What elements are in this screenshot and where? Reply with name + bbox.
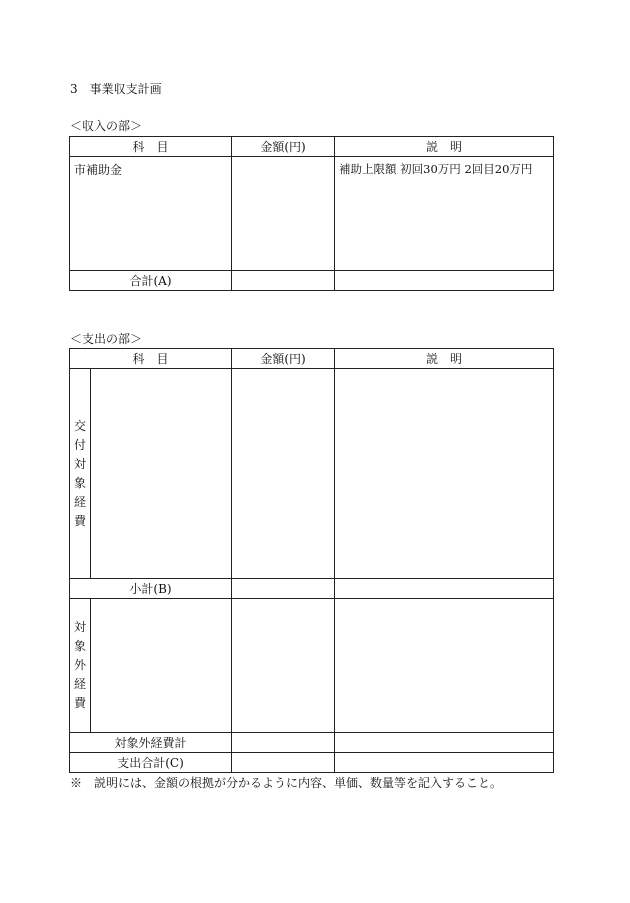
- expense-heading: ＜支出の部＞: [70, 332, 143, 346]
- expense-header-description: 説 明: [335, 349, 554, 369]
- non-target-expense-amount-cell[interactable]: [232, 599, 335, 733]
- grand-total-row: [70, 753, 554, 773]
- income-header-description: 説 明: [335, 137, 554, 157]
- subtotal-description[interactable]: [335, 579, 554, 599]
- expense-header-amount: 金額(円): [232, 349, 335, 369]
- target-expense-description-cell[interactable]: [335, 369, 554, 579]
- subtotal-amount[interactable]: [232, 579, 335, 599]
- income-table: [69, 136, 554, 291]
- income-header-row: [70, 137, 554, 157]
- expense-table: [69, 348, 554, 773]
- income-header-item: 科 目: [70, 137, 232, 157]
- non-target-total-label: 対象外経費計: [70, 733, 232, 753]
- target-expense-amount-cell[interactable]: [232, 369, 335, 579]
- footnote: ※ 説明には、金額の根拠が分かるように内容、単価、数量等を記入すること。: [70, 776, 503, 790]
- income-row-amount[interactable]: [232, 157, 335, 271]
- group-label-target-expenses: 交 付 対 象 経 費: [70, 369, 91, 579]
- table-row: [70, 599, 554, 733]
- grand-total-description[interactable]: [335, 753, 554, 773]
- income-total-description[interactable]: [335, 271, 554, 291]
- section-title: 3 事業収支計画: [70, 82, 162, 96]
- income-row-description[interactable]: 補助上限額 初回30万円 2回目20万円: [335, 157, 554, 271]
- non-target-expense-item-cell[interactable]: [91, 599, 232, 733]
- non-target-total-description[interactable]: [335, 733, 554, 753]
- table-row: [70, 369, 554, 579]
- income-total-label: 合計(A): [70, 271, 232, 291]
- income-header-amount: 金額(円): [232, 137, 335, 157]
- expense-header-row: [70, 349, 554, 369]
- expense-header-item: 科 目: [70, 349, 232, 369]
- subtotal-label: 小計(B): [70, 579, 232, 599]
- non-target-expense-description-cell[interactable]: [335, 599, 554, 733]
- subtotal-row: [70, 579, 554, 599]
- income-total-row: [70, 271, 554, 291]
- group-label-non-target-expenses: 対 象 外 経 費: [70, 599, 91, 733]
- grand-total-amount[interactable]: [232, 753, 335, 773]
- income-total-amount[interactable]: [232, 271, 335, 291]
- income-row-item[interactable]: 市補助金: [70, 157, 232, 271]
- grand-total-label: 支出合計(C): [70, 753, 232, 773]
- non-target-total-row: [70, 733, 554, 753]
- table-row: [70, 157, 554, 271]
- income-heading: ＜収入の部＞: [70, 119, 143, 133]
- target-expense-item-cell[interactable]: [91, 369, 232, 579]
- non-target-total-amount[interactable]: [232, 733, 335, 753]
